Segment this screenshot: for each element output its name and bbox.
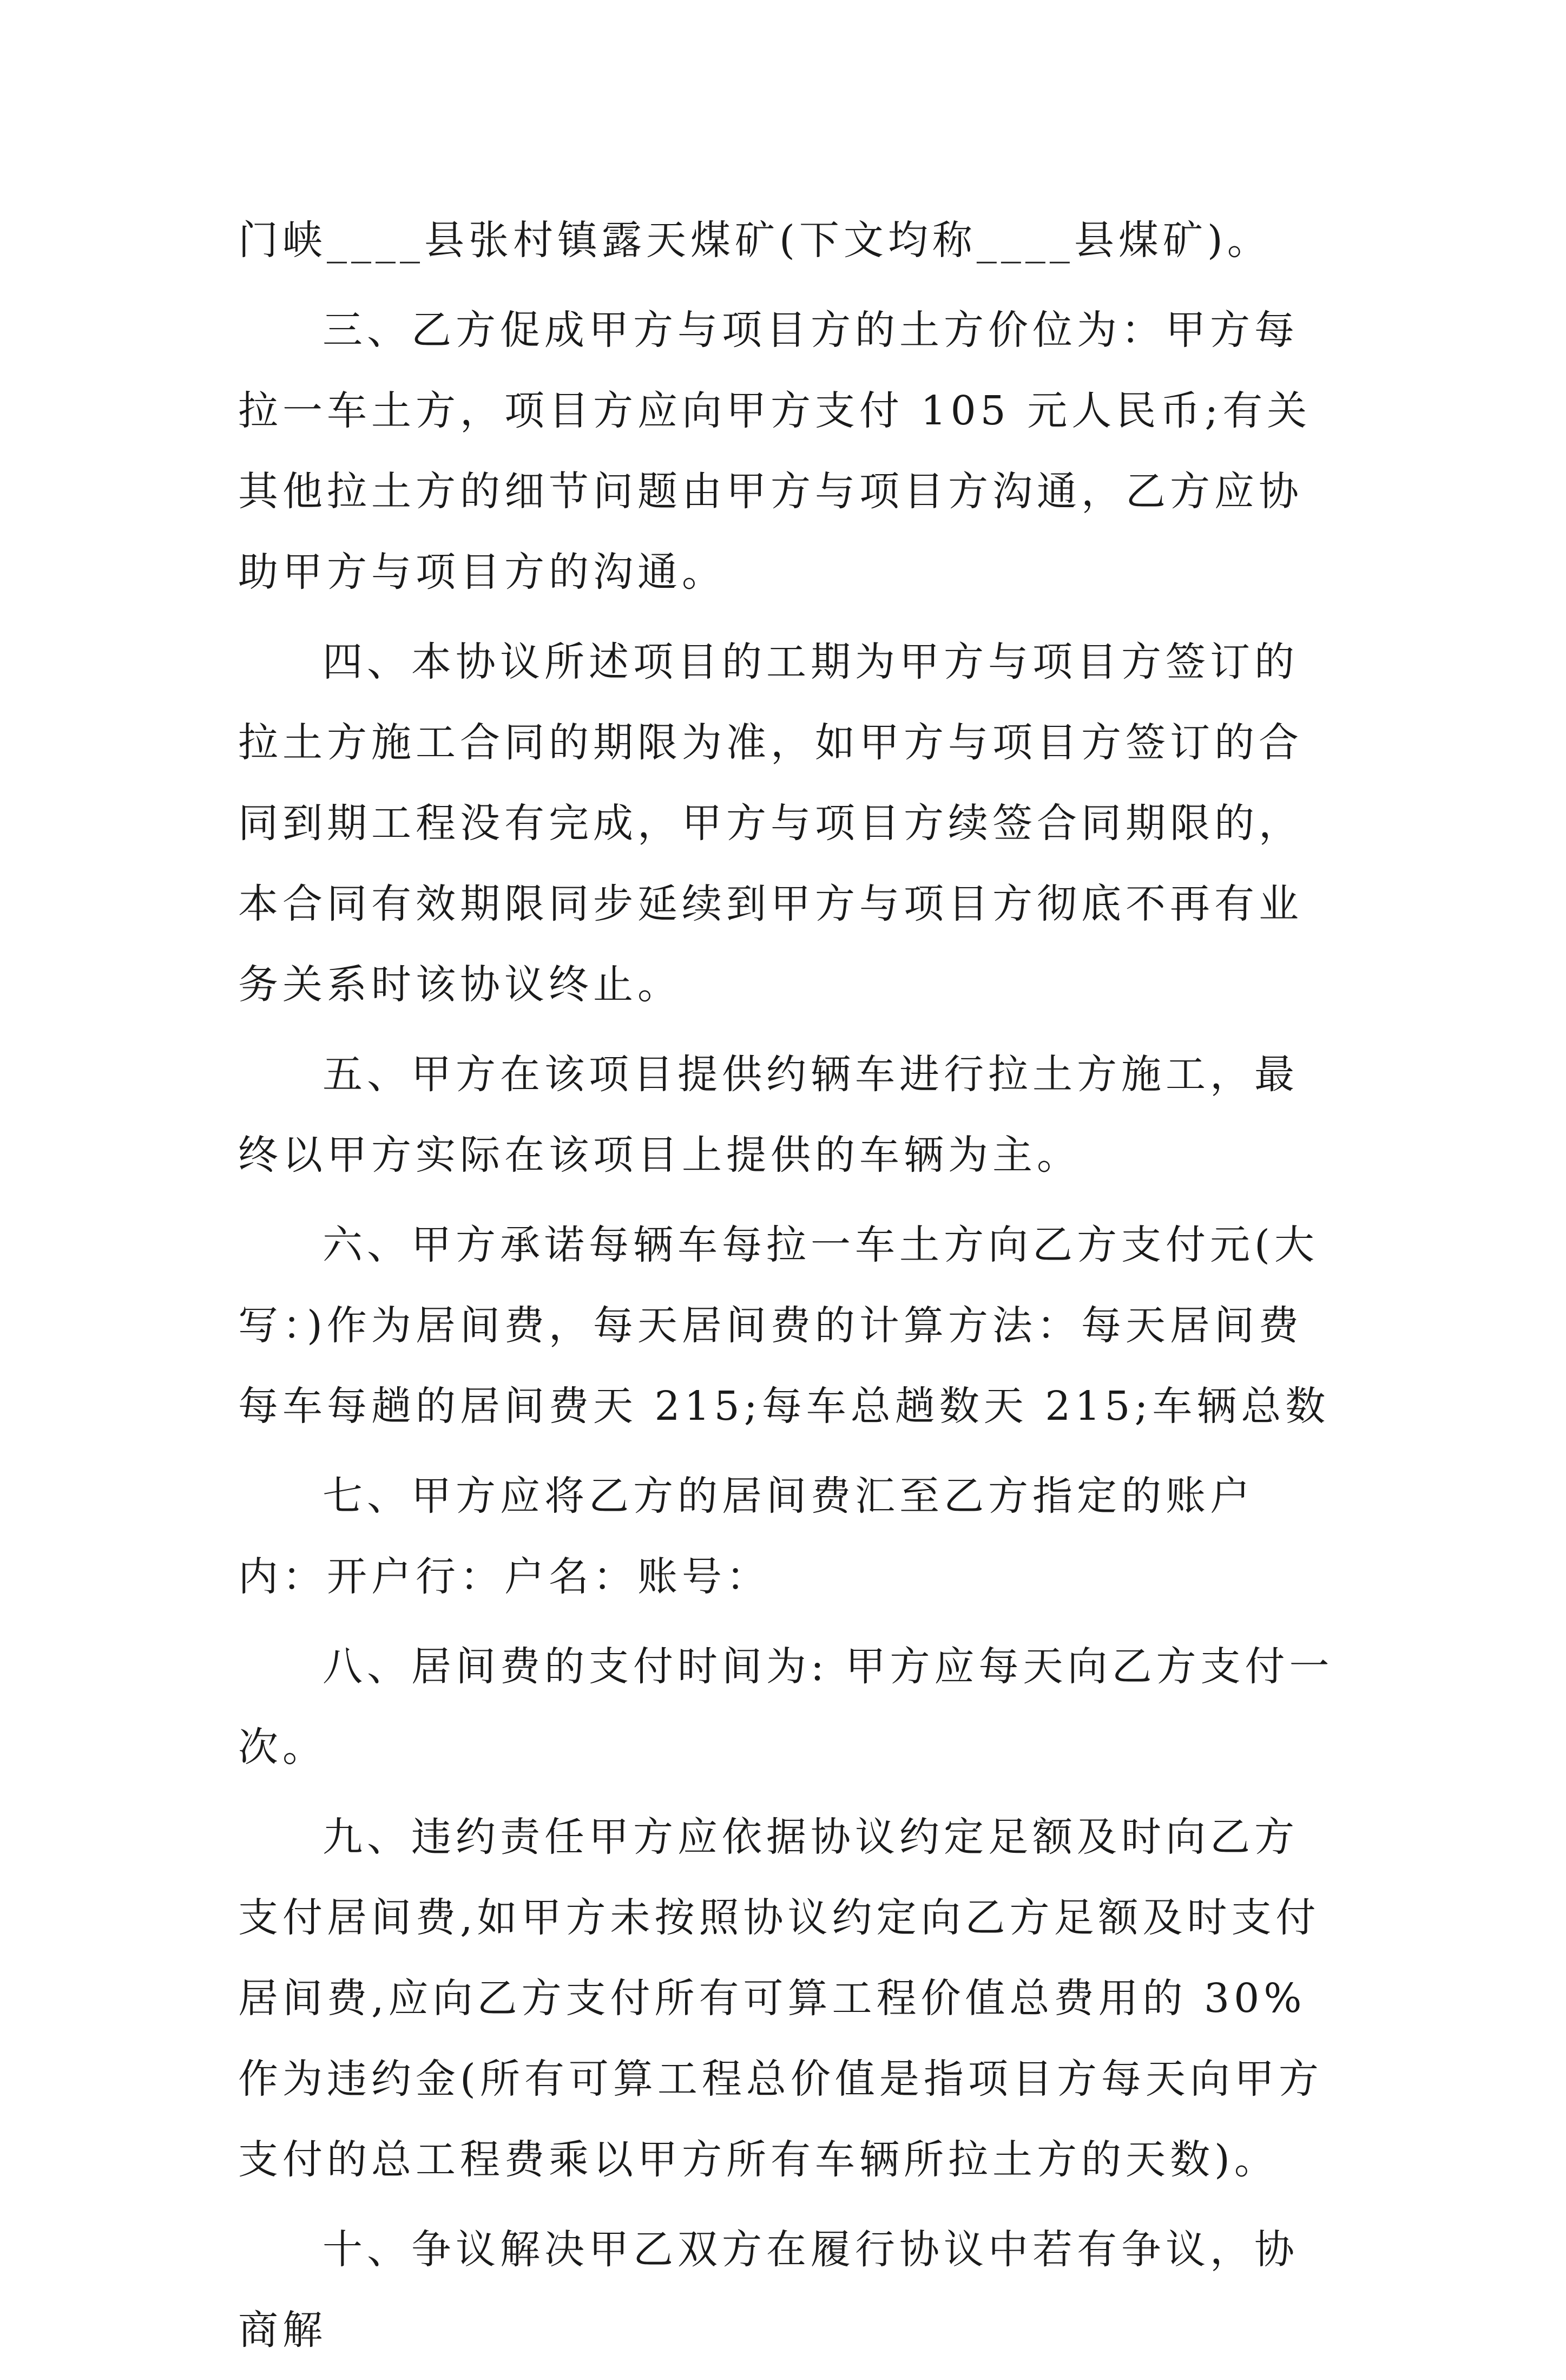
paragraph-clause-7: 七、甲方应将乙方的居间费汇至乙方指定的账户内：开户行：户名：账号：: [238, 1473, 1254, 1600]
paragraph-clause-5: 五、甲方在该项目提供约辆车进行拉土方施工，最终以甲方实际在该项目上提供的车辆为主。: [238, 1051, 1299, 1178]
paragraph-clause-6: 六、甲方承诺每辆车每拉一车土方向乙方支付元(大写：)作为居间费，每天居间费的计算方法：每天居间费每车每趟的居间费天 215;每车总趟数天 215;车辆总数: [238, 1222, 1330, 1430]
paragraph-continued-location: 门峡____县张村镇露天煤矿(下文均称____县煤矿)。: [238, 217, 1272, 264]
document-body: [238, 200, 1342, 2380]
paragraph-clause-10: 十、争议解决甲乙双方在履行协议中若有争议，协商解: [238, 2226, 1299, 2353]
paragraph-clause-8: 八、居间费的支付时间为: 甲方应每天向乙方支付一次。: [238, 1643, 1334, 1771]
paragraph-clause-9: 九、违约责任甲方应依据协议约定足额及时向乙方支付居间费,如甲方未按照协议约定向乙方足额及时支付居间费,应向乙方支付所有可算工程价值总费用的 30%作为违约金(所有可算工程总价值是指项目方每天向甲方支付的总工程费乘以甲方所有车辆所拉土方的天数)。: [238, 1814, 1323, 2183]
paragraph-clause-4: 四、本协议所述项目的工期为甲方与项目方签订的拉土方施工合同的期限为准，如甲方与项目方签订的合同到期工程没有完成，甲方与项目方续签合同期限的，本合同有效期限同步延续到甲方与项目方彻底不再有业务关系时该协议终止。: [238, 639, 1303, 1008]
paragraph-clause-3: 三、乙方促成甲方与项目方的土方价位为：甲方每拉一车土方，项目方应向甲方支付 105 元人民币;有关其他拉土方的细节问题由甲方与项目方沟通，乙方应协助甲方与项目方的沟通。: [238, 307, 1312, 595]
